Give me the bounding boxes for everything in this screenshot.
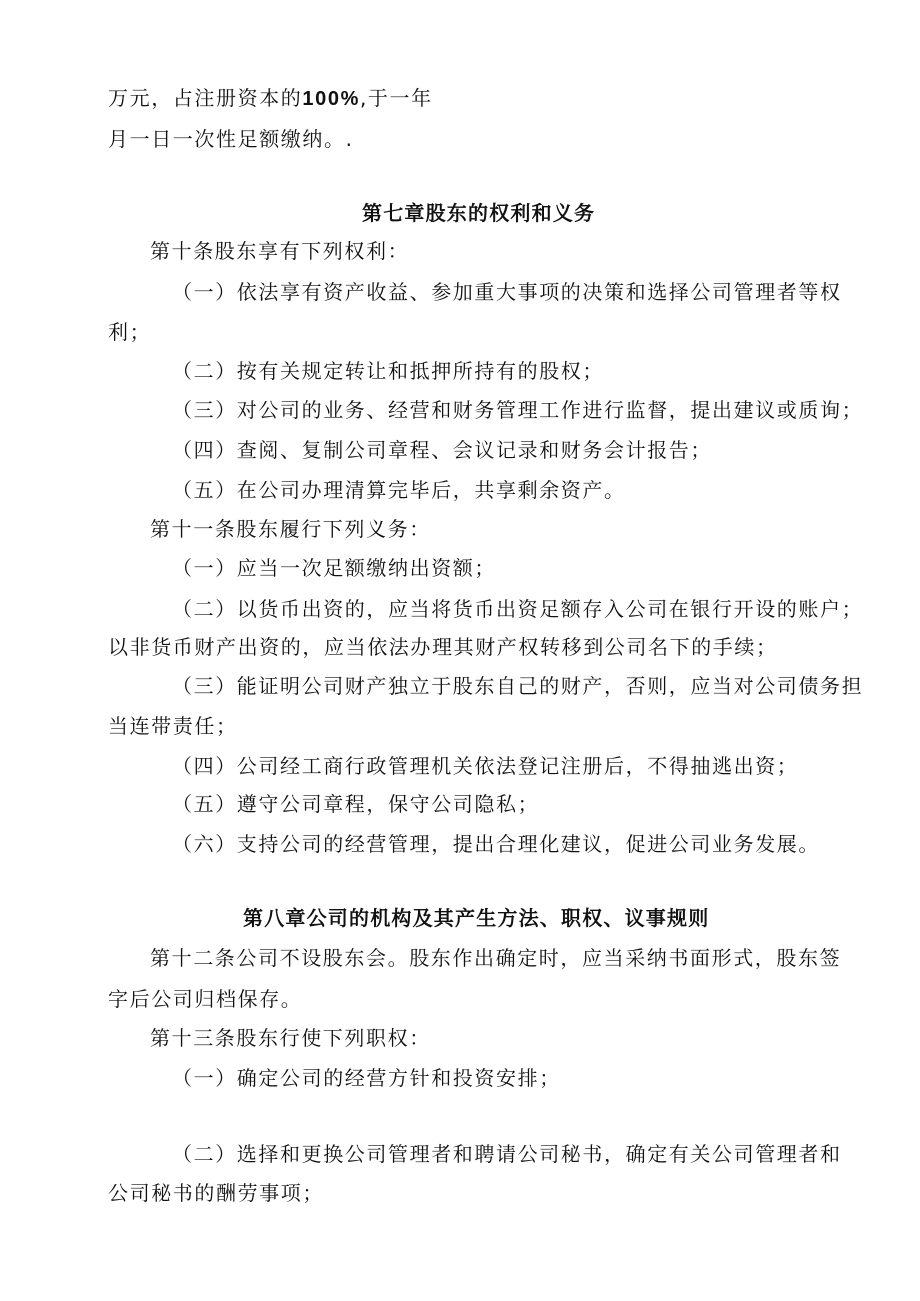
intro-percent: 100% [302,88,360,110]
article-10-item-3: （三）对公司的业务、经营和财务管理工作进行监督，提出建议或质询； [172,398,864,422]
chapter-8-heading: 第八章公司的机构及其产生方法、职权、议事规则 [243,906,710,930]
article-11-item-3: （三）能证明公司财产独立于股东自己的财产，否则，应当对公司债务担 [172,674,864,698]
article-10-title: 第十条股东享有下列权利： [150,239,410,263]
article-13-item-2-cont: 公司秘书的酬劳事项； [108,1181,324,1205]
article-12-line-1: 第十二条公司不设股东会。股东作出确定时，应当采纳书面形式，股东签 [150,946,842,970]
article-11-title: 第十一条股东履行下列义务： [150,517,431,541]
article-10-item-1: （一）依法享有资产收益、参加重大事项的决策和选择公司管理者等权 [172,280,842,304]
intro-line-1-suffix: ,于一年 [359,86,433,110]
article-11-item-6: （六）支持公司的经营管理，提出合理化建议，促进公司业务发展。 [172,832,820,856]
article-11-item-2: （二）以货币出资的，应当将货币出资足额存入公司在银行开设的账户； [172,597,864,621]
article-10-item-4: （四）查阅、复制公司章程、会议记录和财务会计报告； [172,438,712,462]
article-13-item-2: （二）选择和更换公司管理者和聘请公司秘书，确定有关公司管理者和 [172,1142,842,1166]
intro-line-1 [108,84,433,113]
article-10-item-2: （二）按有关规定转让和抵押所持有的股权； [172,359,604,383]
article-12-line-2: 字后公司归档保存。 [108,987,303,1011]
chapter-7-heading: 第七章股东的权利和义务 [362,201,596,225]
article-13-title: 第十三条股东行使下列职权： [150,1026,431,1050]
article-13-item-1: （一）确定公司的经营方针和投资安排； [172,1066,561,1090]
article-11-item-2-cont: 以非货币财产出资的，应当依法办理其财产权转移到公司名下的手续； [108,635,778,659]
article-11-item-3-cont: 当连带责任； [108,714,238,738]
article-11-item-5: （五）遵守公司章程，保守公司隐私； [172,792,540,816]
article-10-item-5: （五）在公司办理清算完毕后，共享剩余资产。 [172,478,626,502]
article-11-item-1: （一）应当一次足额缴纳出资额； [172,556,496,580]
intro-line-2: 月一日一次性足额缴纳。. [108,127,354,151]
intro-line-1-prefix: 万元，占注册资本的 [108,86,303,110]
article-11-item-4: （四）公司经工商行政管理机关依法登记注册后，不得抽逃出资； [172,754,799,778]
article-10-item-1-cont: 利； [108,320,152,344]
